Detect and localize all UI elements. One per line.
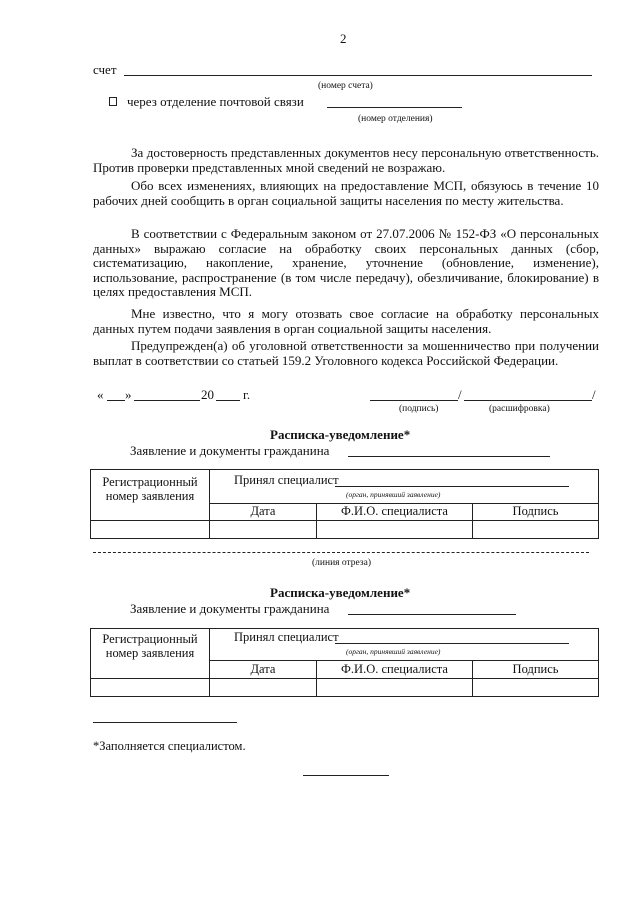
signature-slash-1: / <box>458 387 462 402</box>
col-sign-1: Подпись <box>512 504 559 518</box>
cut-line-caption: (линия отреза) <box>312 558 372 568</box>
signature-line[interactable] <box>370 400 458 401</box>
accepted-specialist-label-2: Принял специалист <box>234 630 339 644</box>
end-line <box>303 775 389 776</box>
receipt-title-2: Расписка-уведомление* <box>270 585 411 600</box>
post-office-checkbox[interactable] <box>109 97 117 106</box>
paragraph-changes: Обо всех изменениях, влияющих на предоставление МСП, обязуюсь в течение 10 рабочих дней сообщить в орган социальной защиты населения по месту жительства. <box>93 178 599 208</box>
signature-decode-caption: (расшифровка) <box>489 404 550 414</box>
signature-slash-2: / <box>592 387 596 402</box>
signature-decode-line[interactable] <box>464 400 592 401</box>
paragraph-revoke: Мне известно, что я могу отозвать свое согласие на обработку персональных данных путем подачи заявления в орган социальной защиты населения. <box>93 306 599 336</box>
receipt-applicant-label-2: Заявление и документы гражданина <box>130 601 330 616</box>
col-sign-2: Подпись <box>512 662 559 676</box>
footnote: *Заполняется специалистом. <box>93 739 246 753</box>
account-label: счет <box>93 62 117 77</box>
org-caption-1: (орган, принявший заявление) <box>346 490 441 499</box>
paragraph-personal-data: В соответствии с Федеральным законом от 27.07.2006 № 152-ФЗ «О персональных данных» выражаю согласие на обработку своих персональных данных (сбор, систематизацию, накопление, хранение, уточнение (обновление, изменение), использование, распространение (в том числе передачу), обезличивание, блокирование) в целях предоставления МСП. <box>93 226 599 300</box>
accepted-specialist-label-1: Принял специалист <box>234 473 339 487</box>
col-date-2: Дата <box>250 662 276 676</box>
col-date-1: Дата <box>250 504 276 518</box>
date-year-prefix: 20 <box>201 387 214 402</box>
post-office-label: через отделение почтовой связи <box>127 94 304 109</box>
post-office-number-line[interactable] <box>327 107 462 108</box>
accepted-specialist-line-1[interactable] <box>335 486 569 487</box>
paragraph-responsibility: За достоверность представленных документов несу персональную ответственность. Против проверки представленных мной сведений не возражаю. <box>93 145 599 175</box>
receipt-applicant-line-1[interactable] <box>348 456 550 457</box>
receipt-applicant-line-2[interactable] <box>348 614 516 615</box>
signature-caption: (подпись) <box>399 404 439 414</box>
date-month-line[interactable] <box>134 400 200 401</box>
paragraph-warning: Предупрежден(а) об уголовной ответственности за мошенничество при получении выплат в соответствии со статьей 159.2 Уголовного кодекса Российской Федерации. <box>93 338 599 368</box>
receipt-applicant-label-1: Заявление и документы гражданина <box>130 443 330 458</box>
receipt-title-1: Расписка-уведомление* <box>270 427 411 442</box>
col-name-2: Ф.И.О. специалиста <box>341 662 448 676</box>
col-name-1: Ф.И.О. специалиста <box>341 504 448 518</box>
footnote-separator <box>93 722 237 723</box>
cut-line <box>93 552 589 553</box>
date-close-quote: » <box>125 387 132 402</box>
date-year-suffix: г. <box>243 387 251 402</box>
accepted-specialist-line-2[interactable] <box>335 643 569 644</box>
date-day-line[interactable] <box>107 400 125 401</box>
org-caption-2: (орган, принявший заявление) <box>346 647 441 656</box>
date-open-quote: « <box>97 387 104 402</box>
account-number-line[interactable] <box>124 75 592 76</box>
page-number: 2 <box>340 31 347 46</box>
reg-number-label-1: Регистрационный номер заявления <box>102 475 198 503</box>
post-office-caption: (номер отделения) <box>358 114 433 124</box>
account-caption: (номер счета) <box>318 81 373 91</box>
date-year-line[interactable] <box>216 400 240 401</box>
reg-number-label-2: Регистрационный номер заявления <box>102 632 198 660</box>
